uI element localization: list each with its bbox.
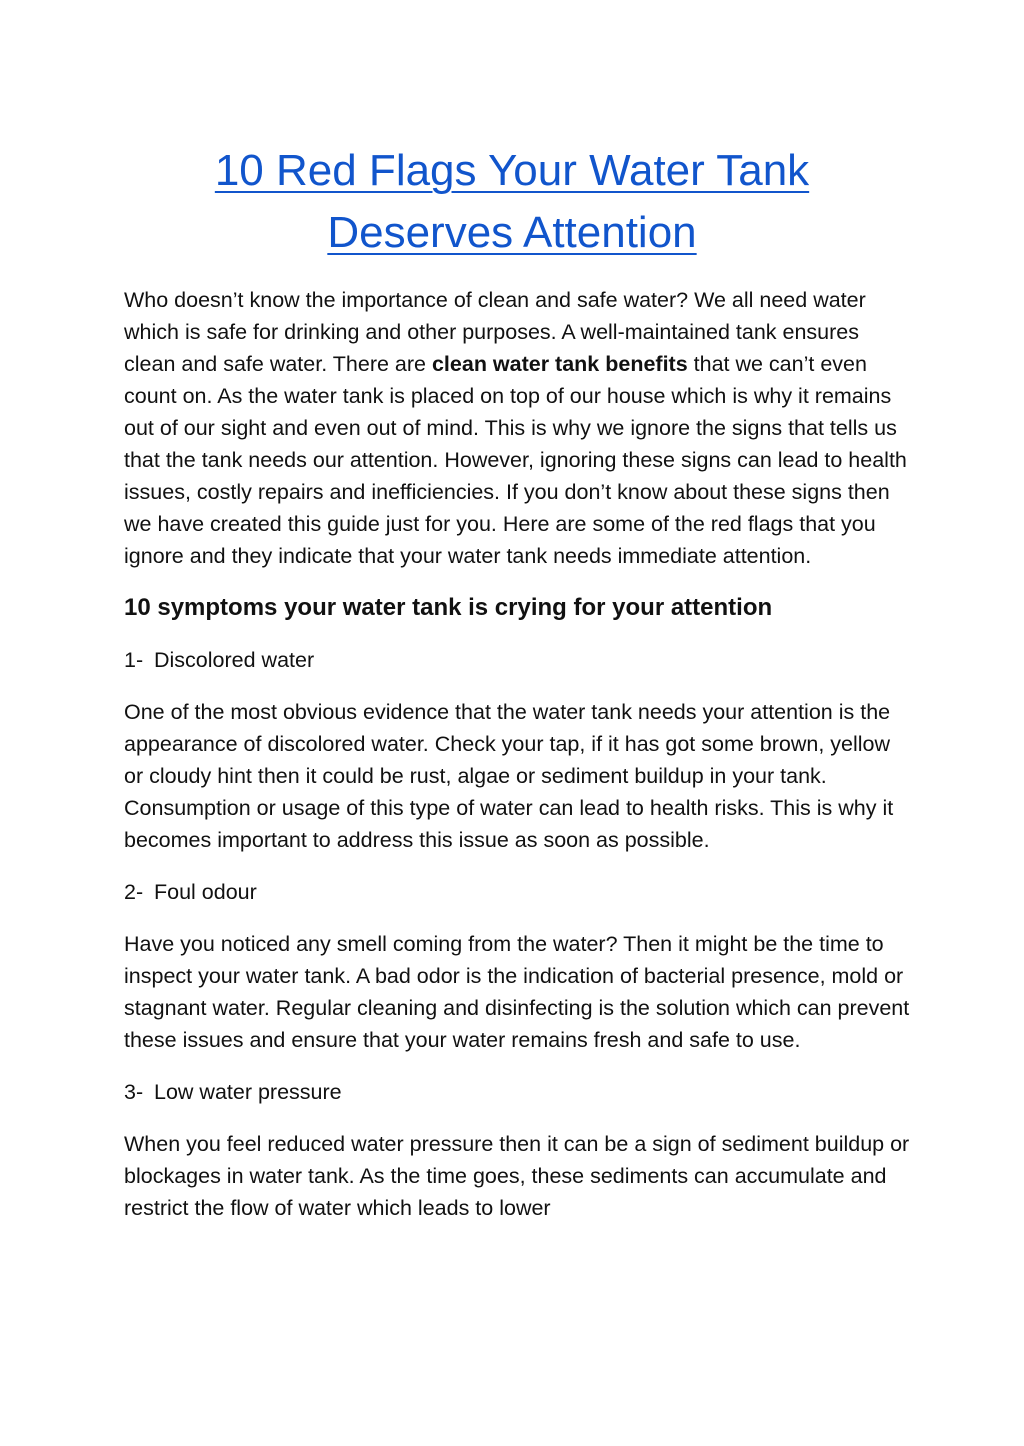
list-item-body: Have you noticed any smell coming from the water? Then it might be the time to inspect your water tank. A bad odor is the indication of bacterial presence, mold or stagnant water. Regular cleaning and disinfecting is the solution which can prevent these issues and ensure that your water remains fresh and safe to use.: [124, 932, 910, 1052]
intro-bold-keyword: clean water tank benefits: [431, 352, 688, 376]
list-item-number: 3-: [124, 1080, 144, 1104]
title-link[interactable]: [215, 146, 809, 257]
title-line-1: 10 Red Flags Your Water Tank: [214, 146, 810, 195]
intro-paragraph: [124, 284, 914, 572]
section-heading: 10 symptoms your water tank is crying for your attention: [124, 594, 773, 621]
list-item-number: 1-: [124, 648, 144, 672]
list-item-title: Foul odour: [154, 880, 257, 904]
title-line-2: Deserves Attention: [327, 208, 697, 257]
list-item-heading: [124, 876, 914, 908]
intro-text-end: that we can’t even count on. As the water tank is placed on top of our house which is why it remains out of our sight and even out of mind. This is why we ignore the signs that tells us that the tank needs our attention. However, ignoring these signs can lead to health issues, costly repairs and inefficiencies. If you don’t know about these signs then we have created this guide just for you. Here are some of the red flags that you ignore and they indicate that your water tank needs immediate attention.: [124, 352, 907, 568]
list-item-body: When you feel reduced water pressure then it can be a sign of sediment buildup or blockages in water tank. As the time goes, these sediments can accumulate and restrict the flow of water which leads to lower: [124, 1132, 910, 1220]
list-item-title: Discolored water: [154, 648, 315, 672]
document-body: [124, 284, 914, 1244]
page-title: [0, 140, 1024, 264]
list-item-number: 2-: [124, 880, 144, 904]
list-item-heading: [124, 1076, 914, 1108]
list-item-title: Low water pressure: [154, 1080, 342, 1104]
intro-text-start: Who doesn’t know the importance of clean and safe water? We all need water which is safe for drinking and other purposes. A well-maintained tank ensures clean and safe water. There are: [124, 288, 866, 376]
list-item-body: One of the most obvious evidence that the water tank needs your attention is the appearance of discolored water. Check your tap, if it has got some brown, yellow or cloudy hint then it could be rust, algae or sediment buildup in your tank. Consumption or usage of this type of water can lead to health risks. This is why it becomes important to address this issue as soon as possible.: [124, 700, 894, 852]
list-item-heading: [124, 644, 914, 676]
